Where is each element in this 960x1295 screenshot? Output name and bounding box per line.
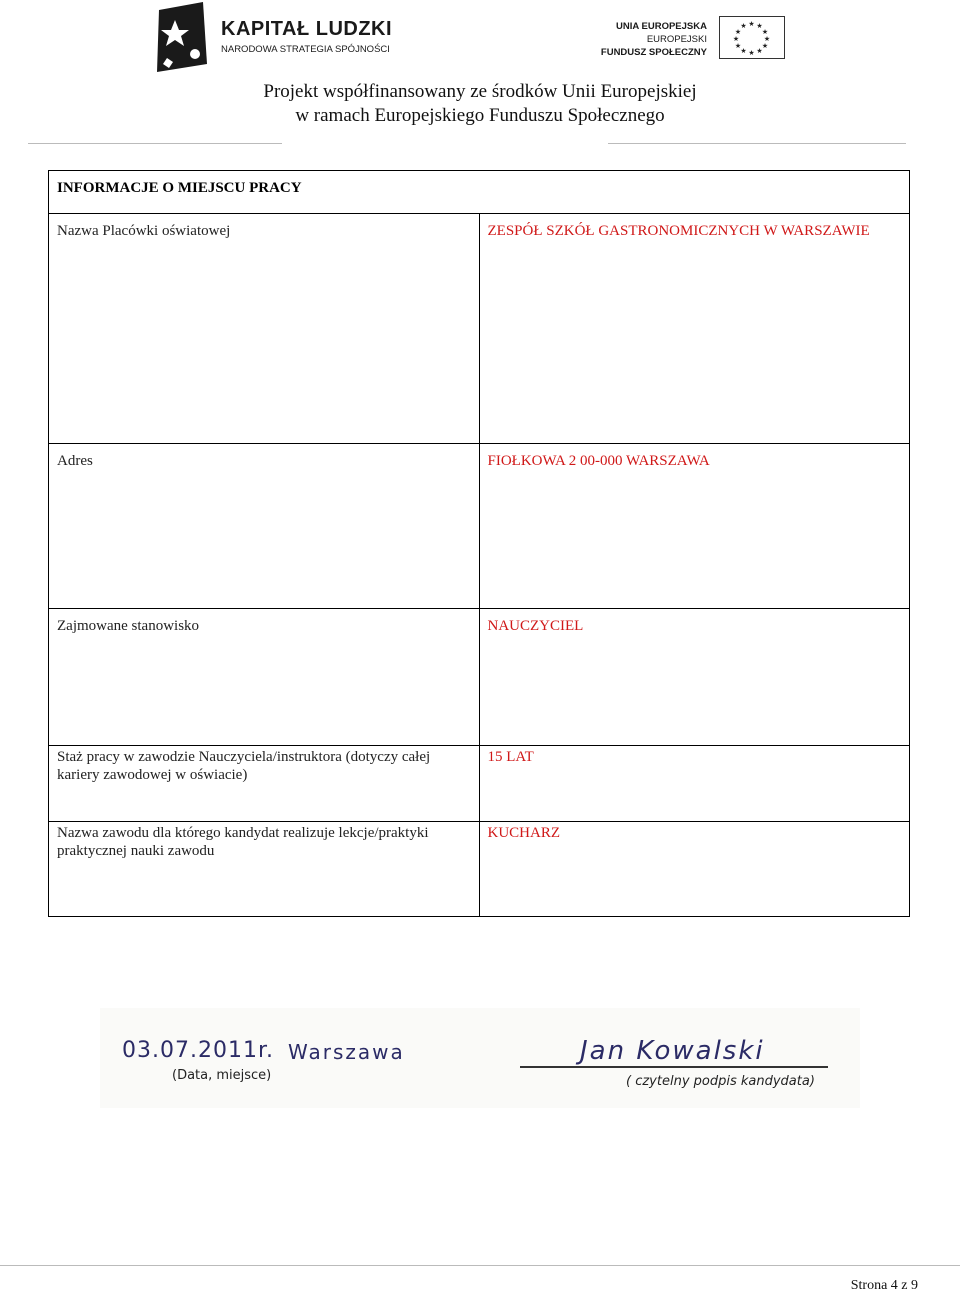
- svg-text:★: ★: [740, 47, 747, 55]
- kapital-ludzki-logo: [155, 2, 393, 74]
- handwritten-date: 03.07.2011r.: [122, 1038, 274, 1063]
- svg-text:★: ★: [748, 20, 755, 28]
- svg-text:★: ★: [748, 49, 755, 57]
- school-name-label: Nazwa Placówki oświatowej: [49, 214, 480, 444]
- svg-text:★: ★: [756, 47, 763, 55]
- table-row: [49, 822, 910, 917]
- experience-label: Staż pracy w zawodzie Nauczyciela/instruktora (dotyczy całej kariery zawodowej w oświacie): [49, 746, 480, 822]
- eu-line3: FUNDUSZ SPOŁECZNY: [600, 47, 707, 58]
- header-divider-right: [608, 143, 906, 144]
- project-heading-line2: w ramach Europejskiego Funduszu Społecznego: [295, 105, 665, 126]
- svg-text:★: ★: [732, 35, 740, 43]
- svg-text:★: ★: [761, 28, 769, 36]
- kapital-ludzki-emblem-icon: [155, 2, 215, 72]
- section-title: INFORMACJE O MIEJSCU PRACY: [49, 171, 910, 214]
- table-row: [49, 746, 910, 822]
- address-label: Adres: [49, 444, 480, 609]
- experience-value: 15 LAT: [479, 746, 910, 822]
- svg-text:★: ★: [763, 35, 771, 43]
- footer-divider: [0, 1265, 960, 1266]
- eu-line2: EUROPEJSKI: [646, 34, 707, 45]
- svg-text:★: ★: [734, 28, 742, 36]
- handwritten-signature: Jan Kowalski: [580, 1036, 765, 1066]
- signature-caption: ( czytelny podpis kandydata): [626, 1074, 815, 1089]
- svg-text:★: ★: [740, 22, 747, 30]
- handwritten-place: Warszawa: [288, 1040, 405, 1064]
- profession-label: Nazwa zawodu dla którego kandydat realizuje lekcje/praktyki praktycznej nauki zawodu: [49, 822, 480, 917]
- eu-logo: [600, 16, 785, 60]
- svg-text:★: ★: [734, 42, 742, 50]
- position-value: NAUCZYCIEL: [479, 609, 910, 746]
- header-divider-left: [28, 143, 282, 144]
- eu-logo-text: [601, 20, 707, 59]
- eu-line1: UNIA EUROPEJSKA: [616, 21, 707, 32]
- school-name-value: ZESPÓŁ SZKÓŁ GASTRONOMICZNYCH W WARSZAWIE: [479, 214, 910, 444]
- address-value: FIOŁKOWA 2 00-000 WARSZAWA: [479, 444, 910, 609]
- profession-value: KUCHARZ: [479, 822, 910, 917]
- svg-text:★: ★: [756, 22, 763, 30]
- workplace-info-table: [48, 170, 910, 917]
- project-heading-line1: Projekt współfinansowany ze środków Unii Europejskiej: [263, 81, 697, 102]
- date-place-caption: (Data, miejsce): [172, 1068, 272, 1083]
- eu-flag-icon: [719, 16, 785, 59]
- table-row: [49, 214, 910, 444]
- svg-text:★: ★: [761, 42, 769, 50]
- signature-line: [520, 1066, 828, 1068]
- page-number: Strona 4 z 9: [850, 1278, 918, 1293]
- position-label: Zajmowane stanowisko: [49, 609, 480, 746]
- logo-subtitle: NARODOWA STRATEGIA SPÓJNOŚCI: [221, 44, 390, 55]
- signature-area: [100, 1008, 860, 1108]
- table-row: [49, 444, 910, 609]
- table-row: [49, 609, 910, 746]
- logo-title: KAPITAŁ LUDZKI: [221, 18, 393, 40]
